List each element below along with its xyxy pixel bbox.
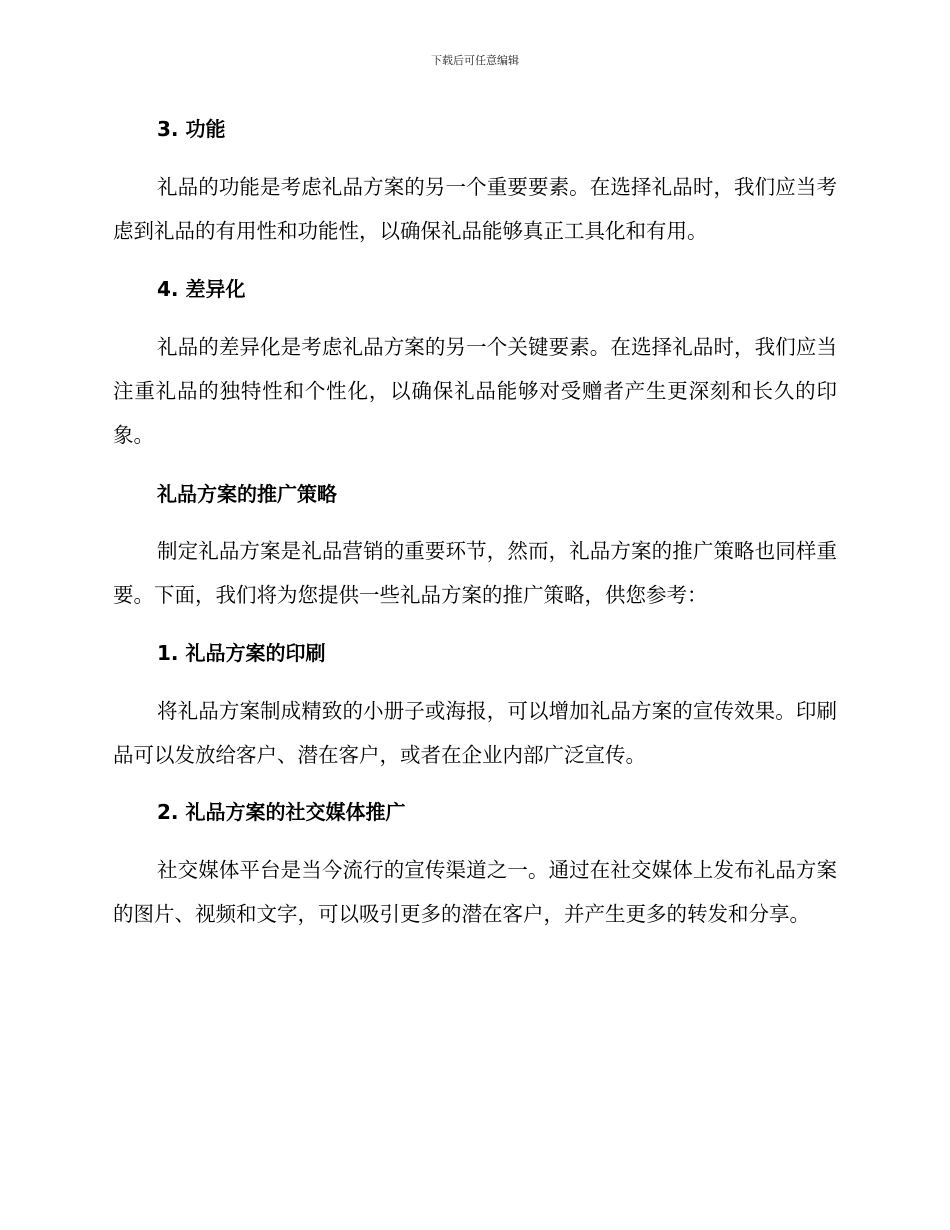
printing-body: 将礼品方案制成精致的小册子或海报，可以增加礼品方案的宣传效果。印刷品可以发放给客户、潜在客户，或者在企业内部广泛宣传。 xyxy=(113,699,837,767)
printing-heading: 1. 礼品方案的印刷 xyxy=(157,641,326,665)
social-media-heading: 2. 礼品方案的社交媒体推广 xyxy=(157,800,406,824)
social-media-body: 社交媒体平台是当今流行的宣传渠道之一。通过在社交媒体上发布礼品方案的图片、视频和文字，可以吸引更多的潜在客户，并产生更多的转发和分享。 xyxy=(113,858,837,926)
section-heading-differentiation: 4. 差异化 xyxy=(157,277,246,301)
section-body-differentiation: 礼品的差异化是考虑礼品方案的另一个关键要素。在选择礼品时，我们应当注重礼品的独特性和个性化，以确保礼品能够对受赠者产生更深刻和长久的印象。 xyxy=(113,335,837,447)
promotion-strategy-heading: 礼品方案的推广策略 xyxy=(157,482,337,506)
section-heading-function: 3. 功能 xyxy=(157,117,226,141)
section-body-function: 礼品的功能是考虑礼品方案的另一个重要要素。在选择礼品时，我们应当考虑到礼品的有用性和功能性，以确保礼品能够真正工具化和有用。 xyxy=(113,175,837,243)
promotion-strategy-intro: 制定礼品方案是礼品营销的重要环节，然而，礼品方案的推广策略也同样重要。下面，我们将为您提供一些礼品方案的推广策略，供您参考： xyxy=(113,539,837,607)
header-note: 下载后可任意编辑 xyxy=(431,54,519,67)
